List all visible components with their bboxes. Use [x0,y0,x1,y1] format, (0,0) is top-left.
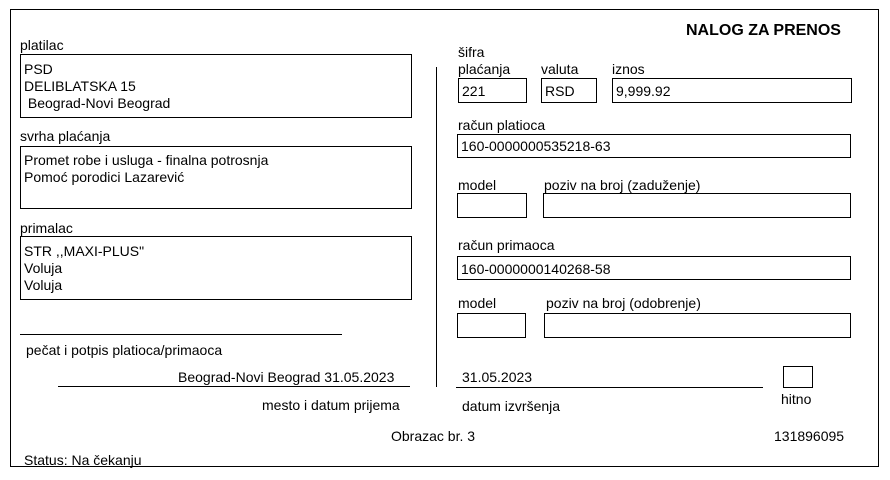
signature-line [20,334,342,335]
reference-label-debit: poziv na broj (zaduženje) [544,177,701,193]
payment-code-label-2: plaćanja [458,61,511,77]
payer-account-label: račun platioca [458,117,546,133]
payer-line-3: Beograd-Novi Beograd [24,95,171,111]
urgent-checkbox[interactable] [783,366,813,388]
payer-line-1: PSD [24,61,53,77]
payer-field[interactable] [20,54,412,118]
recipient-account-field[interactable] [457,256,851,280]
payer-label: platilac [20,37,64,53]
model-label-credit: model [458,295,497,311]
recipient-account-label: račun primaoca [458,237,555,253]
form-title: NALOG ZA PRENOS [686,22,841,39]
payer-line-2: DELIBLATSKA 15 [24,78,136,94]
model-field-debit[interactable] [457,193,527,218]
form-number: Obrazac br. 3 [391,428,476,444]
currency-value: RSD [545,83,575,99]
purpose-label: svrha plaćanja [20,128,111,144]
payer-account-value: 160-0000000535218-63 [461,138,611,154]
model-field-credit[interactable] [457,313,526,338]
amount-field[interactable] [612,78,852,103]
model-label-debit: model [458,177,497,193]
reference-field-credit[interactable] [544,313,851,338]
payment-code-field[interactable] [458,78,527,103]
recipient-line-2: Voluja [24,260,63,276]
execution-date-line [456,387,763,388]
currency-field[interactable] [541,78,597,103]
payer-account-field[interactable] [457,134,851,158]
recipient-label: primalac [20,220,73,236]
urgent-label: hitno [781,391,812,407]
amount-label: iznos [612,61,645,77]
reference-field-debit[interactable] [543,193,851,218]
reference-label-credit: poziv na broj (odobrenje) [546,295,701,311]
execution-date-value: 31.05.2023 [462,369,533,385]
purpose-line-2: Pomoć porodici Lazarević [24,169,185,185]
recipient-account-value: 160-0000000140268-58 [461,261,611,277]
payment-code-value: 221 [462,83,486,99]
amount-value: 9,999.92 [616,83,671,99]
currency-label: valuta [541,61,579,77]
place-date-label: mesto i datum prijema [262,397,400,413]
stamp-signature-label: pečat i potpis platioca/primaoca [26,342,223,358]
payment-code-label-1: šifra [458,44,485,60]
execution-date-label: datum izvršenja [462,398,561,414]
column-divider [436,67,437,387]
place-date-value: Beograd-Novi Beograd 31.05.2023 [178,369,395,385]
purpose-field[interactable] [20,146,412,209]
document-id: 131896095 [774,428,845,444]
place-date-line [58,386,410,387]
recipient-line-3: Voluja [24,277,63,293]
recipient-line-1: STR ,,MAXI-PLUS" [24,243,145,259]
purpose-line-1: Promet robe i usluga - finalna potrosnja [24,152,269,168]
status-text: Status: Na čekanju [24,452,142,468]
recipient-field[interactable] [20,236,412,300]
